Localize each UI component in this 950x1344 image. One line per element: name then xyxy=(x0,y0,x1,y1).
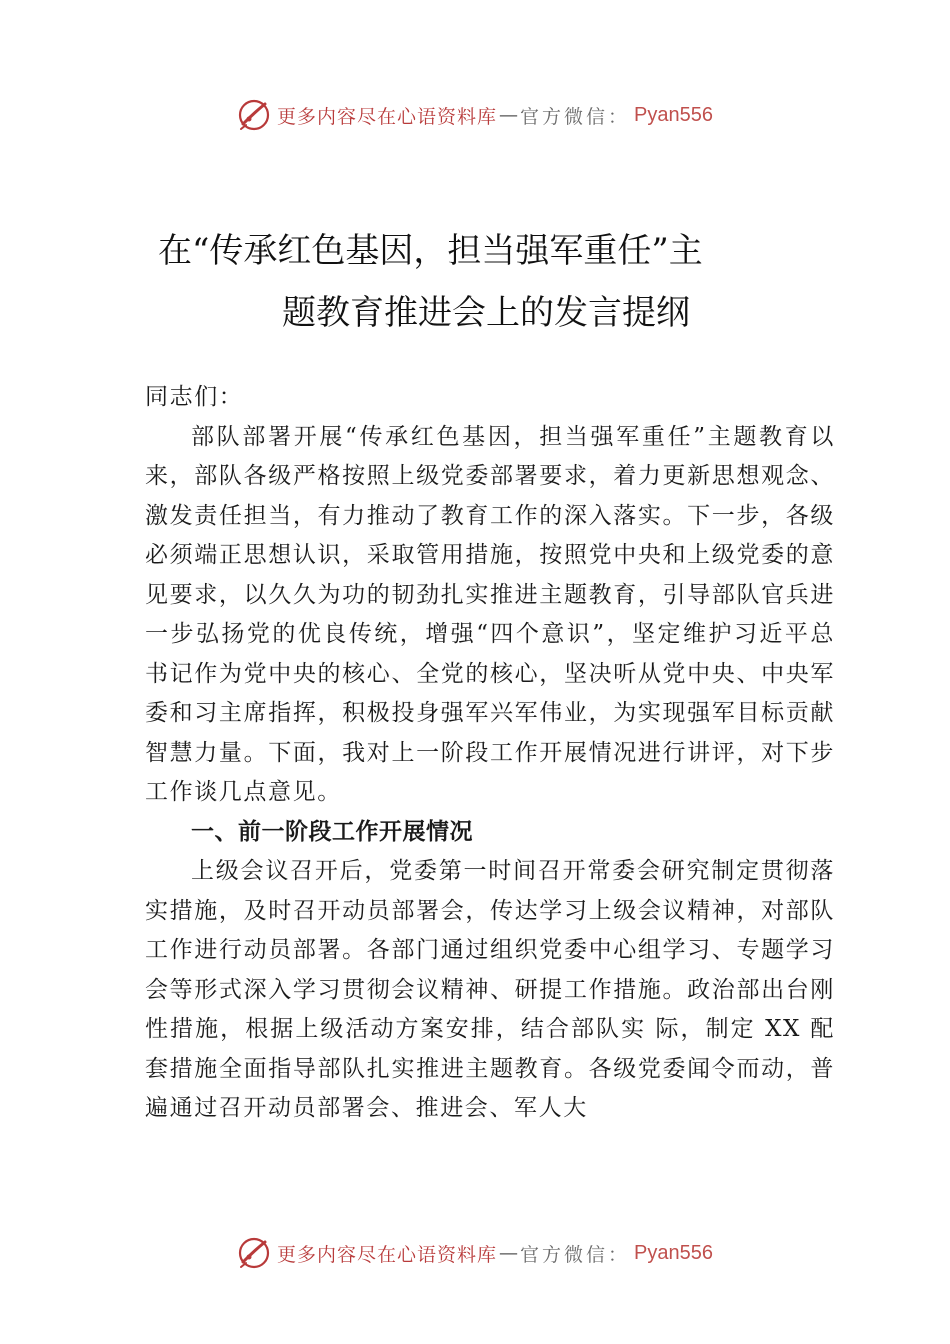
footer-brand-text: 更多内容尽在心语资料库 xyxy=(277,1243,498,1266)
footer-official-label: 官方微信： xyxy=(520,1243,631,1266)
title-line-2: 题教育推进会上的发言提纲 xyxy=(282,293,690,333)
title-line-1: 在“传承红色基因，担当强军重任”主 xyxy=(158,231,703,271)
header-brand-text: 更多内容尽在心语资料库 xyxy=(277,105,498,128)
footer-separator: — xyxy=(499,1242,519,1264)
paragraph-section-1: 上级会议召开后，党委第一时间召开常委会研究制定贯彻落实措施，及时召开动员部署会，传达学习上级会议精神，对部队工作进行动员部署。各部门通过组织党委中心组学习、专题学习会等形式深入学习贯彻会议精神、研提工作措施。政治部出台刚性措施，根据上级活动方案安排，结合部队实 际，制定 XX 配套措施全面指导部队扎实推进主题教育。各级党委闻令而动，普遍通过召开动员部署会、推进会、军人大 xyxy=(145,858,835,1121)
document-title xyxy=(140,220,820,344)
header-official-label: 官方微信： xyxy=(520,105,631,128)
salutation: 同志们： xyxy=(145,384,244,410)
header-separator: — xyxy=(499,104,519,126)
header-wechat-id: Pyan556 xyxy=(634,103,713,126)
section-heading-1: 一、前一阶段工作开展情况 xyxy=(191,818,473,845)
header-banner xyxy=(0,95,950,135)
paragraph-intro: 部队部署开展“传承红色基因，担当强军重任”主题教育以来，部队各级严格按照上级党委部署要求，着力更新思想观念、激发责任担当，有力推动了教育工作的深入落实。下一步，各级必须端正思想认识，采取管用措施，按照党中央和上级党委的意见要求，以久久为功的韧劲扎实推进主题教育，引导部队官兵进一步弘扬党的优良传统，增强“四个意识”，坚定维护习近平总书记作为党中央的核心、全党的核心，坚决听从党中央、中央军委和习主席指挥，积极投身强军兴军伟业，为实现强军目标贡献智慧力量。下面，我对上一阶段工作开展情况进行讲评，对下步工作谈几点意见。 xyxy=(145,423,835,805)
footer-wechat-id: Pyan556 xyxy=(634,1241,713,1264)
brush-logo-icon xyxy=(237,98,271,132)
document-body xyxy=(145,378,835,1129)
footer-banner xyxy=(0,1233,950,1273)
brush-logo-icon xyxy=(237,1236,271,1270)
